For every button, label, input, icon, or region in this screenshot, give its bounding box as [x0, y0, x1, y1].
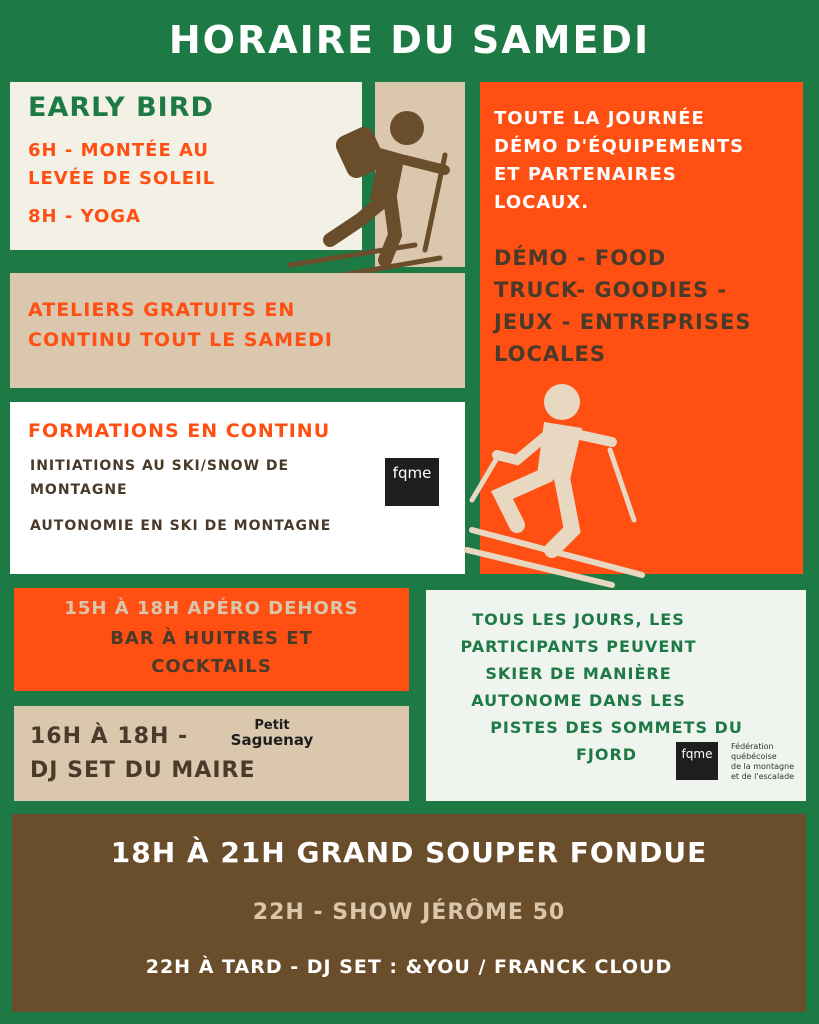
federation-line3: de la montagne: [731, 762, 795, 771]
ateliers-box: [10, 273, 465, 388]
tous-jours-line1: TOUS LES JOURS, LES: [472, 610, 685, 629]
early-bird-line3: 8H - YOGA: [28, 206, 141, 227]
early-bird-heading: EARLY BIRD: [28, 92, 214, 123]
soiree-line1: 18H À 21H GRAND SOUPER FONDUE: [110, 836, 708, 869]
logo-line1: Petit: [254, 718, 290, 733]
formations-item1b: MONTAGNE: [30, 482, 128, 498]
journee-line6: TRUCK- GOODIES -: [494, 278, 728, 302]
petit-saguenay-logo: [222, 718, 322, 748]
journee-line3: ET PARTENAIRES: [494, 164, 677, 185]
skier-icon: [462, 380, 652, 590]
tous-jours-line3: SKIER DE MANIÈRE: [485, 664, 672, 683]
fqme-logo: fqme: [385, 458, 439, 506]
federation-line2: québécoise: [731, 752, 777, 761]
hiker-icon: [285, 100, 465, 285]
journee-line4: LOCAUX.: [494, 192, 590, 213]
federation-line4: et de l'escalade: [731, 772, 795, 781]
fqme-logo-2: fqme: [676, 742, 718, 780]
journee-line7: JEUX - ENTREPRISES: [494, 310, 752, 334]
early-bird-line1: 6H - MONTÉE AU: [28, 140, 210, 161]
apero-line1: 15H À 18H APÉRO DEHORS: [64, 598, 359, 619]
formations-item2: AUTONOMIE EN SKI DE MONTAGNE: [30, 518, 332, 534]
dj-maire-box: [14, 706, 409, 801]
formations-box: [10, 402, 465, 574]
ateliers-line2: CONTINU TOUT LE SAMEDI: [28, 329, 333, 351]
apero-line3: COCKTAILS: [151, 656, 272, 677]
dj-maire-line2: DJ SET DU MAIRE: [30, 758, 256, 783]
formations-heading: FORMATIONS EN CONTINU: [28, 420, 331, 442]
journee-line1: TOUTE LA JOURNÉE: [494, 108, 705, 129]
journee-line5: DÉMO - FOOD: [494, 246, 667, 270]
tous-jours-line6: FJORD: [576, 745, 638, 764]
dj-maire-line1: 16H À 18H -: [30, 724, 189, 749]
page-title: HORAIRE DU SAMEDI: [168, 18, 651, 62]
tous-jours-line5: PISTES DES SOMMETS DU: [490, 718, 743, 737]
soiree-line3: 22H À TARD - DJ SET : &YOU / FRANCK CLOUD: [145, 956, 673, 978]
journee-line8: LOCALES: [494, 342, 606, 366]
soiree-line2: 22H - SHOW JÉRÔME 50: [252, 900, 566, 925]
federation-text: [731, 742, 794, 782]
tous-jours-line2: PARTICIPANTS PEUVENT: [460, 637, 697, 656]
apero-box: [14, 588, 409, 691]
tous-jours-line4: AUTONOME DANS LES: [471, 691, 686, 710]
federation-line1: Fédération: [731, 742, 774, 751]
formations-item1a: INITIATIONS AU SKI/SNOW DE: [30, 458, 290, 474]
ateliers-line1: ATELIERS GRATUITS EN: [28, 299, 296, 321]
apero-line2: BAR À HUITRES ET: [110, 628, 313, 649]
tous-jours-box: [426, 590, 806, 801]
soiree-box: [12, 814, 806, 1012]
early-bird-line2: LEVÉE DE SOLEIL: [28, 168, 216, 189]
logo-line2: Saguenay: [230, 731, 314, 749]
journee-line2: DÉMO D'ÉQUIPEMENTS: [494, 136, 745, 157]
